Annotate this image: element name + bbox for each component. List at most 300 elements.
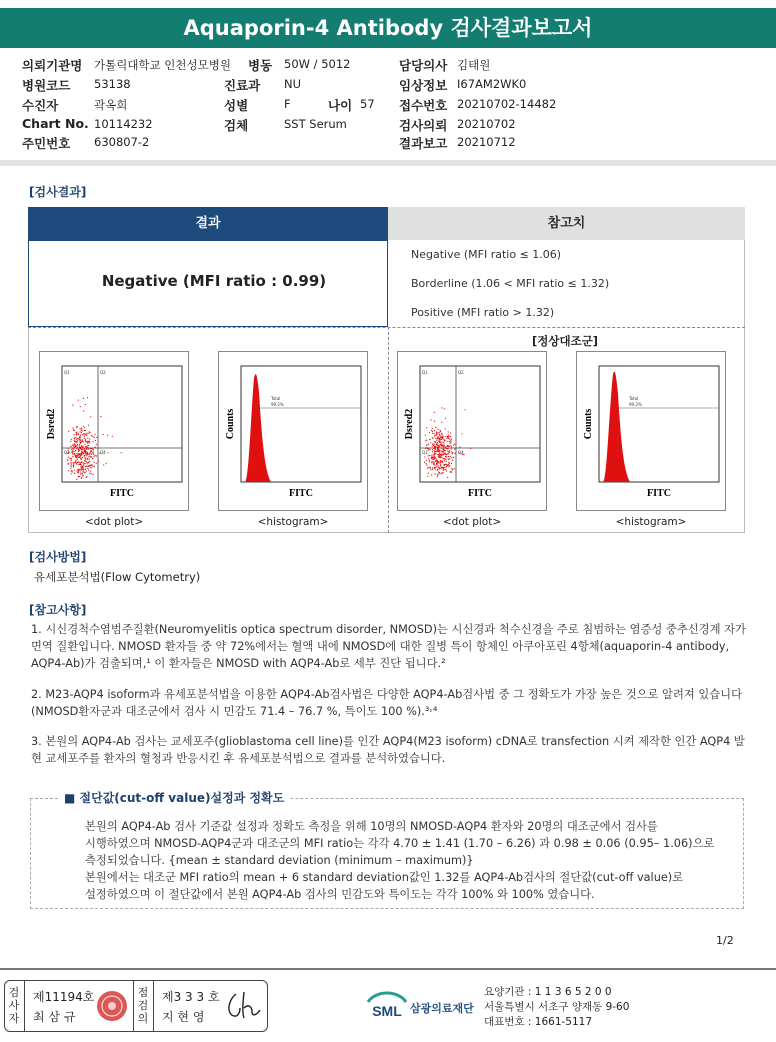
dot-point	[425, 448, 426, 449]
dot-point	[82, 446, 83, 447]
dot-point	[71, 449, 72, 450]
dot-point	[86, 447, 87, 448]
divider	[28, 327, 745, 328]
dot-point	[433, 445, 434, 446]
quadrant-label: Q1	[64, 370, 70, 375]
dot-point	[435, 453, 436, 454]
dot-point	[427, 444, 428, 445]
dot-point	[87, 459, 88, 460]
dot-point	[76, 457, 77, 458]
dot-point	[447, 436, 448, 437]
control-dot-plot	[397, 351, 547, 511]
dot-point	[441, 450, 442, 451]
institution-code: 요양기관 : 1 1 3 6 5 2 0 0	[484, 986, 612, 998]
dot-point	[75, 437, 76, 438]
sex-label: 성별	[224, 98, 249, 113]
dot-point	[446, 470, 447, 471]
dot-point	[74, 470, 75, 471]
patient-info	[22, 54, 762, 154]
dot-point	[80, 431, 81, 432]
dot-point	[76, 453, 77, 454]
dot-point	[85, 439, 86, 440]
dot-point	[431, 419, 432, 420]
dot-point	[103, 434, 104, 435]
cutoff-body	[85, 818, 725, 903]
dot-point	[424, 456, 425, 457]
dot-point	[442, 454, 443, 455]
dot-point	[439, 435, 440, 436]
dot-point	[82, 452, 83, 453]
dot-point	[434, 412, 435, 413]
dot-point	[428, 458, 429, 459]
dot-point	[89, 461, 90, 462]
dot-point	[443, 443, 444, 444]
dot-point	[436, 435, 437, 436]
dot-point	[78, 453, 79, 454]
dot-point	[429, 467, 430, 468]
y-axis-label: Dsred2	[404, 408, 415, 440]
dot-point	[444, 460, 445, 461]
dot-point	[426, 445, 427, 446]
dot-point	[87, 441, 88, 442]
dot-point	[443, 447, 444, 448]
dot-point	[437, 476, 438, 477]
cutoff-line: 측정되었습니다. {mean ± standard deviation (minimum – maximum)}	[85, 854, 474, 867]
dot-cluster	[67, 397, 122, 480]
dot-point	[84, 430, 85, 431]
quadrant-label: Q2	[100, 370, 106, 375]
dot-point	[447, 448, 448, 449]
divider	[0, 160, 776, 166]
dot-point	[89, 442, 90, 443]
dot-point	[71, 460, 72, 461]
divider	[153, 980, 154, 1032]
reference-positive: Positive (MFI ratio > 1.32)	[411, 306, 555, 319]
dot-plot-caption: <dot plot>	[84, 516, 144, 528]
dot-point	[448, 466, 449, 467]
ward-value: 50W / 5012	[284, 57, 351, 71]
gate-percent: 99.2%	[271, 402, 284, 407]
dot-point	[95, 440, 96, 441]
receipt-label: 접수번호	[399, 98, 448, 113]
dot-point	[431, 455, 432, 456]
dot-point	[84, 427, 85, 428]
result-header: 결과	[28, 207, 388, 240]
dot-point	[439, 457, 440, 458]
dot-point	[436, 451, 437, 452]
dot-point	[82, 448, 83, 449]
dot-point	[454, 449, 455, 450]
dot-point	[441, 422, 442, 423]
dot-point	[82, 457, 83, 458]
dot-point	[434, 448, 435, 449]
dot-point	[451, 442, 452, 443]
dot-point	[103, 464, 104, 465]
dot-point	[91, 464, 92, 465]
dot-point	[450, 432, 451, 433]
dot-point	[87, 445, 88, 446]
dot-point	[437, 449, 438, 450]
dot-point	[100, 416, 101, 417]
dot-point	[438, 433, 439, 434]
histogram-peak	[603, 372, 630, 482]
notes-section-title: [참고사항]	[29, 603, 87, 617]
dot-point	[437, 442, 438, 443]
dot-point	[443, 452, 444, 453]
dot-point	[451, 451, 452, 452]
dot-point	[432, 431, 433, 432]
dot-point	[93, 452, 94, 453]
dot-point	[67, 459, 68, 460]
dot-point	[442, 442, 443, 443]
dot-point	[446, 448, 447, 449]
dot-point	[428, 473, 429, 474]
dot-point	[432, 467, 433, 468]
dot-point	[77, 444, 78, 445]
dot-point	[71, 439, 72, 440]
dot-point	[86, 471, 87, 472]
dot-point	[450, 445, 451, 446]
dot-point	[87, 468, 88, 469]
checker-name: 지 현 영	[162, 1010, 205, 1024]
dot-point	[443, 466, 444, 467]
sex-value: F	[284, 97, 291, 111]
dot-point	[451, 446, 452, 447]
dot-point	[441, 433, 442, 434]
dot-point	[84, 472, 85, 473]
institution-value: 가톨릭대학교 인천성모병원	[94, 58, 231, 72]
dot-point	[77, 440, 78, 441]
dot-point	[435, 451, 436, 452]
dot-point	[73, 434, 74, 435]
dot-point	[78, 400, 79, 401]
dot-point	[92, 465, 93, 466]
dot-point	[432, 462, 433, 463]
dot-point	[427, 476, 428, 477]
dot-point	[72, 444, 73, 445]
dot-point	[75, 444, 76, 445]
dot-point	[96, 444, 97, 445]
dot-point	[83, 453, 84, 454]
dot-point	[79, 447, 80, 448]
dot-point	[449, 450, 450, 451]
dot-point	[428, 455, 429, 456]
histogram-caption: <histogram>	[615, 516, 687, 528]
dot-point	[435, 438, 436, 439]
dot-point	[432, 428, 433, 429]
dot-point	[440, 457, 441, 458]
dot-point	[444, 453, 445, 454]
request-label: 검사의뢰	[399, 118, 448, 133]
report-label: 결과보고	[399, 136, 448, 151]
dot-point	[429, 455, 430, 456]
dot-point	[91, 456, 92, 457]
quadrant-label: Q3	[422, 450, 428, 455]
dot-point	[440, 465, 441, 466]
dot-point	[449, 452, 450, 453]
dot-point	[77, 455, 78, 456]
dot-point	[70, 465, 71, 466]
dot-point	[70, 447, 71, 448]
dot-point	[121, 452, 122, 453]
dot-point	[71, 458, 72, 459]
dot-point	[79, 445, 80, 446]
dot-point	[435, 473, 436, 474]
dot-point	[92, 474, 93, 475]
dot-point	[443, 442, 444, 443]
dot-point	[435, 468, 436, 469]
dot-point	[77, 447, 78, 448]
dot-point	[74, 443, 75, 444]
dot-point	[440, 431, 441, 432]
dot-point	[76, 471, 77, 472]
dot-point	[426, 464, 427, 465]
dot-point	[439, 450, 440, 451]
doctor-label: 담당의사	[399, 58, 448, 73]
dot-point	[446, 466, 447, 467]
dot-point	[446, 454, 447, 455]
age-label: 나이	[328, 98, 353, 113]
dot-point	[429, 432, 430, 433]
dot-point	[440, 463, 441, 464]
dot-point	[434, 441, 435, 442]
dot-point	[106, 463, 107, 464]
dot-point	[83, 441, 84, 442]
dot-point	[85, 430, 86, 431]
dot-point	[437, 469, 438, 470]
dot-point	[75, 450, 76, 451]
divider	[0, 968, 776, 970]
dot-point	[447, 441, 448, 442]
dot-point	[92, 458, 93, 459]
dot-point	[448, 464, 449, 465]
dot-point	[72, 471, 73, 472]
dot-point	[72, 456, 73, 457]
dot-point	[438, 465, 439, 466]
dot-point	[451, 439, 452, 440]
dot-point	[77, 441, 78, 442]
dot-point	[81, 432, 82, 433]
dot-point	[81, 468, 82, 469]
dot-point	[442, 457, 443, 458]
dot-point	[88, 456, 89, 457]
dot-point	[435, 458, 436, 459]
sml-logo-icon	[366, 988, 408, 1020]
dot-point	[451, 468, 452, 469]
divider	[24, 980, 25, 1032]
hospital-code-value: 53138	[94, 77, 131, 91]
dot-point	[88, 441, 89, 442]
dot-point	[429, 449, 430, 450]
dot-point	[424, 462, 425, 463]
dot-point	[89, 473, 90, 474]
dot-point	[448, 456, 449, 457]
dot-point	[86, 476, 87, 477]
dot-point	[435, 446, 436, 447]
dot-point	[450, 456, 451, 457]
dot-point	[444, 408, 445, 409]
dot-point	[78, 457, 79, 458]
dot-point	[446, 461, 447, 462]
dot-point	[81, 462, 82, 463]
dot-point	[71, 464, 72, 465]
dot-point	[465, 409, 466, 410]
dot-point	[459, 447, 460, 448]
dot-point	[82, 467, 83, 468]
dot-point	[445, 450, 446, 451]
dot-point	[428, 450, 429, 451]
dot-point	[83, 433, 84, 434]
dot-point	[445, 446, 446, 447]
dot-point	[80, 474, 81, 475]
dot-cluster	[424, 407, 471, 478]
dot-point	[445, 436, 446, 437]
cutoff-line: 시행하였으며 NMOSD-AQP4군과 대조군의 MFI ratio는 각각 4.70 ± 1.41 (1.70 – 6.26) 과 0.98 ± 0.06 (0.95– 1.06)으로	[85, 837, 715, 850]
dot-point	[93, 454, 94, 455]
dot-point	[437, 447, 438, 448]
dot-point	[90, 467, 91, 468]
dot-point	[84, 448, 85, 449]
dot-point	[87, 438, 88, 439]
dot-point	[85, 469, 86, 470]
dot-point	[82, 430, 83, 431]
divider	[388, 327, 389, 533]
dot-point	[92, 436, 93, 437]
dot-point	[439, 446, 440, 447]
dot-point	[443, 436, 444, 437]
age-value: 57	[360, 97, 375, 111]
dot-point	[93, 456, 94, 457]
dot-point	[85, 452, 86, 453]
reference-negative: Negative (MFI ratio ≤ 1.06)	[411, 248, 562, 261]
dot-point	[81, 464, 82, 465]
dot-point	[449, 438, 450, 439]
dot-point	[83, 398, 84, 399]
dot-point	[431, 474, 432, 475]
dot-point	[71, 462, 72, 463]
dept-label: 진료과	[224, 78, 261, 93]
quadrant-label: Q2	[458, 370, 464, 375]
dot-point	[81, 446, 82, 447]
dot-point	[72, 448, 73, 449]
dot-point	[437, 474, 438, 475]
dot-point	[441, 468, 442, 469]
dept-value: NU	[284, 77, 302, 91]
dot-point	[77, 472, 78, 473]
dot-point	[73, 445, 74, 446]
dot-point	[90, 416, 91, 417]
dot-point	[82, 476, 83, 477]
dot-point	[426, 460, 427, 461]
dot-point	[455, 453, 456, 454]
dot-point	[452, 469, 453, 470]
dot-point	[84, 444, 85, 445]
dot-point	[71, 446, 72, 447]
dot-point	[107, 435, 108, 436]
dot-point	[445, 454, 446, 455]
dot-point	[84, 435, 85, 436]
dot-point	[448, 434, 449, 435]
dot-point	[439, 438, 440, 439]
dot-point	[74, 462, 75, 463]
institution-label: 의뢰기관명	[22, 58, 83, 73]
dot-point	[75, 441, 76, 442]
dot-point	[81, 473, 82, 474]
dot-point	[440, 454, 441, 455]
gate-label: Total	[271, 396, 281, 401]
dot-point	[442, 461, 443, 462]
dot-point	[432, 449, 433, 450]
dot-point	[74, 446, 75, 447]
dot-point	[440, 441, 441, 442]
dot-point	[438, 432, 439, 433]
report-value: 20210712	[457, 135, 516, 149]
histogram-caption: <histogram>	[257, 516, 329, 528]
dot-point	[96, 437, 97, 438]
dot-point	[72, 453, 73, 454]
dot-point	[87, 397, 88, 398]
ward-label: 병동	[248, 58, 273, 73]
dot-point	[85, 459, 86, 460]
dot-point	[432, 446, 433, 447]
dot-point	[72, 428, 73, 429]
dot-point	[443, 470, 444, 471]
dot-point	[76, 460, 77, 461]
dot-point	[88, 425, 89, 426]
dot-point	[80, 454, 81, 455]
dot-point	[435, 435, 436, 436]
dot-point	[429, 460, 430, 461]
dot-point	[453, 444, 454, 445]
dot-point	[452, 460, 453, 461]
dot-point	[433, 457, 434, 458]
chart-value: 10114232	[94, 117, 153, 131]
dot-point	[451, 449, 452, 450]
dot-point	[437, 454, 438, 455]
dot-point	[83, 464, 84, 465]
dot-point	[425, 435, 426, 436]
receipt-value: 20210702-14482	[457, 97, 557, 111]
dot-point	[87, 463, 88, 464]
dot-point	[91, 435, 92, 436]
dot-point	[85, 446, 86, 447]
dot-point	[438, 451, 439, 452]
dot-point	[437, 463, 438, 464]
dot-point	[86, 451, 87, 452]
dot-point	[79, 455, 80, 456]
dot-point	[438, 429, 439, 430]
reference-header: 참고치	[388, 207, 745, 240]
red-seal-icon	[95, 989, 129, 1023]
dot-point	[76, 479, 77, 480]
dot-point	[432, 451, 433, 452]
dot-point	[444, 467, 445, 468]
specimen-value: SST Serum	[284, 117, 347, 131]
dot-point	[435, 427, 436, 428]
request-value: 20210702	[457, 117, 516, 131]
x-axis-label: FITC	[289, 488, 313, 499]
dot-point	[74, 473, 75, 474]
dot-point	[78, 450, 79, 451]
dot-point	[73, 462, 74, 463]
dot-point	[429, 439, 430, 440]
dot-point	[436, 433, 437, 434]
method-section-title: [검사방법]	[29, 550, 87, 564]
dot-point	[461, 433, 462, 434]
dot-point	[439, 467, 440, 468]
hospital-code-label: 병원코드	[22, 78, 71, 93]
dot-point	[440, 437, 441, 438]
